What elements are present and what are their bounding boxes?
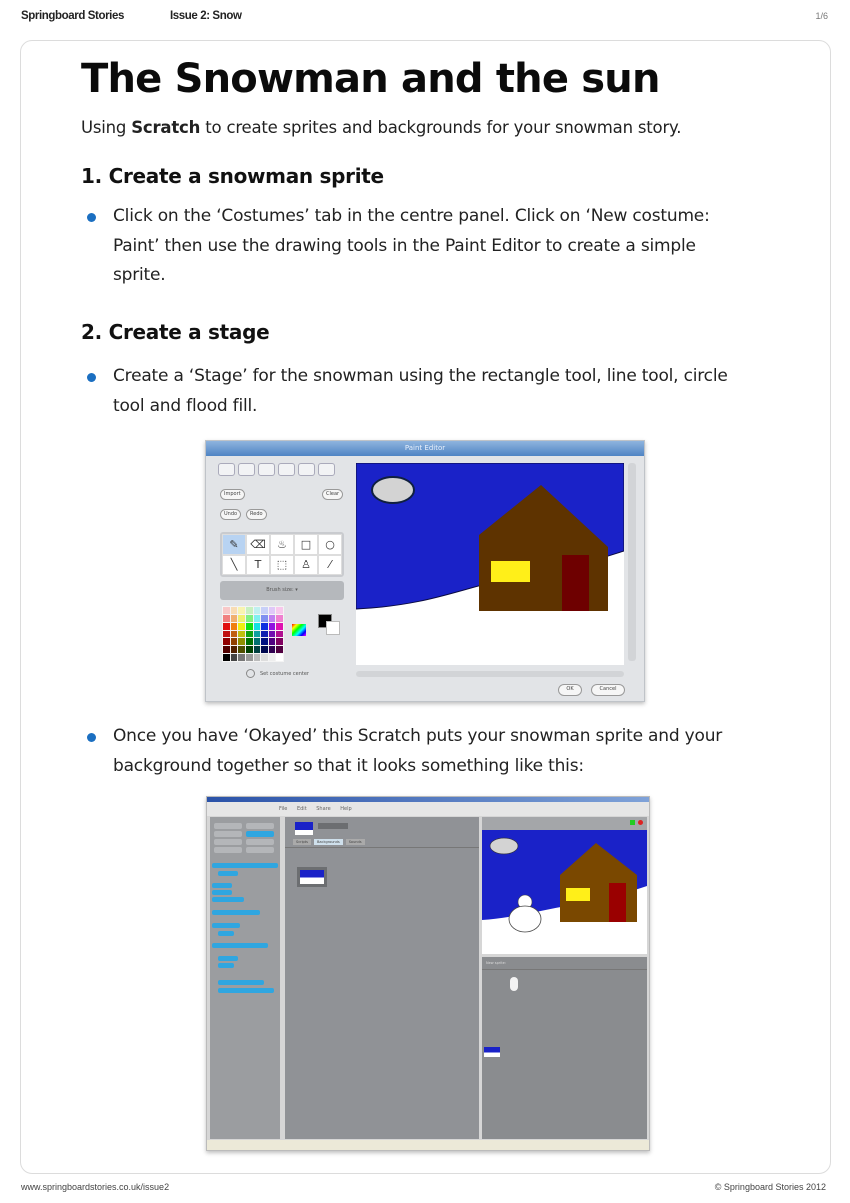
block xyxy=(212,890,232,895)
bullet-icon xyxy=(87,213,96,222)
import-button: Import xyxy=(220,489,245,500)
new-sprite-label: New sprite: xyxy=(486,961,506,965)
tab-scripts: Scripts xyxy=(293,839,311,845)
color-picker-icon xyxy=(292,624,306,636)
snowman-sprite-thumbnail xyxy=(510,977,518,991)
paint-editor-screenshot xyxy=(205,440,645,702)
scratch-window-screenshot xyxy=(206,796,650,1151)
block xyxy=(212,910,260,915)
background-color-swatch xyxy=(326,621,340,635)
stage xyxy=(482,830,647,954)
intro-suffix: to create sprites and backgrounds for your snowman story. xyxy=(200,118,682,137)
crosshair-icon xyxy=(246,669,255,678)
category-motion xyxy=(214,823,242,829)
menu-bar xyxy=(207,802,649,816)
paint-canvas xyxy=(356,463,624,665)
page-title: The Snowman and the sun xyxy=(81,56,660,102)
blocks-palette xyxy=(210,817,280,1139)
stage-scene xyxy=(482,830,647,954)
set-center-label: Set costume center xyxy=(260,671,309,677)
stage-thumbnail xyxy=(484,1047,500,1057)
block xyxy=(218,988,274,993)
rotate-left-icon xyxy=(258,463,275,476)
tab-sounds: Sounds xyxy=(346,839,365,845)
paint-editor-title: Paint Editor xyxy=(206,441,644,456)
block xyxy=(218,871,238,876)
block xyxy=(218,980,264,985)
set-costume-center xyxy=(246,669,309,678)
ellipse-icon: ○ xyxy=(318,534,342,555)
paintbrush-icon: ✎ xyxy=(222,534,246,555)
rectangle-icon: □ xyxy=(294,534,318,555)
sprite-editor-panel xyxy=(285,817,479,1139)
issue-label: Issue 2: Snow xyxy=(170,10,242,22)
page-indicator: 1/6 xyxy=(815,11,828,21)
intro-bold: Scratch xyxy=(131,118,201,137)
bullet-text: Once you have ‘Okayed’ this Scratch puts your snowman sprite and your background together so that it looks something like this: xyxy=(113,726,723,776)
eyedropper-icon: ⁄ xyxy=(318,555,342,576)
block xyxy=(218,956,238,961)
page-header xyxy=(0,0,850,38)
line-icon: ╲ xyxy=(222,555,246,576)
menu-share: Share xyxy=(316,806,331,812)
redo-button: Redo xyxy=(246,509,267,520)
stage-drawing xyxy=(356,463,624,665)
intro-prefix: Using xyxy=(81,118,132,137)
menu-help: Help xyxy=(340,806,352,812)
section-heading-2: 2. Create a stage xyxy=(81,320,270,344)
bullet-icon xyxy=(87,373,96,382)
menu-file: File xyxy=(279,806,288,812)
drawing-tools xyxy=(220,532,344,577)
block xyxy=(212,897,244,902)
name-field xyxy=(318,823,348,829)
intro-text xyxy=(81,118,681,137)
tab-backgrounds: Backgrounds xyxy=(314,839,343,845)
category-sensing xyxy=(246,831,274,837)
rotate-right-icon xyxy=(278,463,295,476)
footer-url: www.springboardstories.co.uk/issue2 xyxy=(21,1182,170,1192)
background-thumbnail xyxy=(297,867,327,887)
block xyxy=(218,931,234,936)
menu-edit: Edit xyxy=(296,806,307,812)
brand-name: Springboard Stories xyxy=(21,10,124,22)
brush-size-control: Brush size: ▾ xyxy=(220,581,344,600)
divider xyxy=(285,847,479,848)
stamp-icon: ♙ xyxy=(294,555,318,576)
block xyxy=(212,863,278,868)
category-control xyxy=(246,823,274,829)
footer-copyright: © Springboard Stories 2012 xyxy=(714,1182,826,1192)
category-sound xyxy=(214,839,242,845)
sprite-list xyxy=(482,957,647,1139)
eraser-icon: ⌫ xyxy=(246,534,270,555)
select-icon: ⬚ xyxy=(270,555,294,576)
category-variables xyxy=(246,847,274,853)
paint-editor-toolbar xyxy=(218,463,348,476)
vertical-scrollbar xyxy=(628,463,636,661)
category-looks xyxy=(214,831,242,837)
list-item xyxy=(87,362,747,421)
flip-vertical-icon xyxy=(318,463,335,476)
list-item xyxy=(87,722,747,781)
category-operators xyxy=(246,839,274,845)
enlarge-icon xyxy=(218,463,235,476)
bullet-text: Click on the ‘Costumes’ tab in the centre panel. Click on ‘New costume: Paint’ then use the drawing tools in the Paint Editor to create a simple sprite. xyxy=(113,206,710,285)
cancel-button: Cancel xyxy=(591,684,625,696)
tabs xyxy=(293,839,365,845)
block xyxy=(212,883,232,888)
horizontal-scrollbar xyxy=(356,671,624,677)
shrink-icon xyxy=(238,463,255,476)
section-heading-1: 1. Create a snowman sprite xyxy=(81,164,384,188)
bullet-text: Create a ‘Stage’ for the snowman using the rectangle tool, line tool, circle tool and flood fill. xyxy=(113,366,728,416)
stage-bar xyxy=(482,817,647,830)
stop-icon xyxy=(638,820,643,825)
taskbar xyxy=(207,1140,650,1151)
color-palette xyxy=(222,606,284,662)
transform-icons xyxy=(218,463,348,476)
stage-thumbnail xyxy=(295,822,313,835)
block xyxy=(212,943,268,948)
list-item xyxy=(87,202,747,291)
flip-horizontal-icon xyxy=(298,463,315,476)
fill-icon: ♨ xyxy=(270,534,294,555)
block xyxy=(212,923,240,928)
bullet-icon xyxy=(87,733,96,742)
category-pen xyxy=(214,847,242,853)
block xyxy=(218,963,234,968)
text-icon: T xyxy=(246,555,270,576)
undo-button: Undo xyxy=(220,509,241,520)
clear-button: Clear xyxy=(322,489,343,500)
ok-button: OK xyxy=(558,684,582,696)
divider xyxy=(482,969,647,970)
green-flag-icon xyxy=(630,820,635,825)
